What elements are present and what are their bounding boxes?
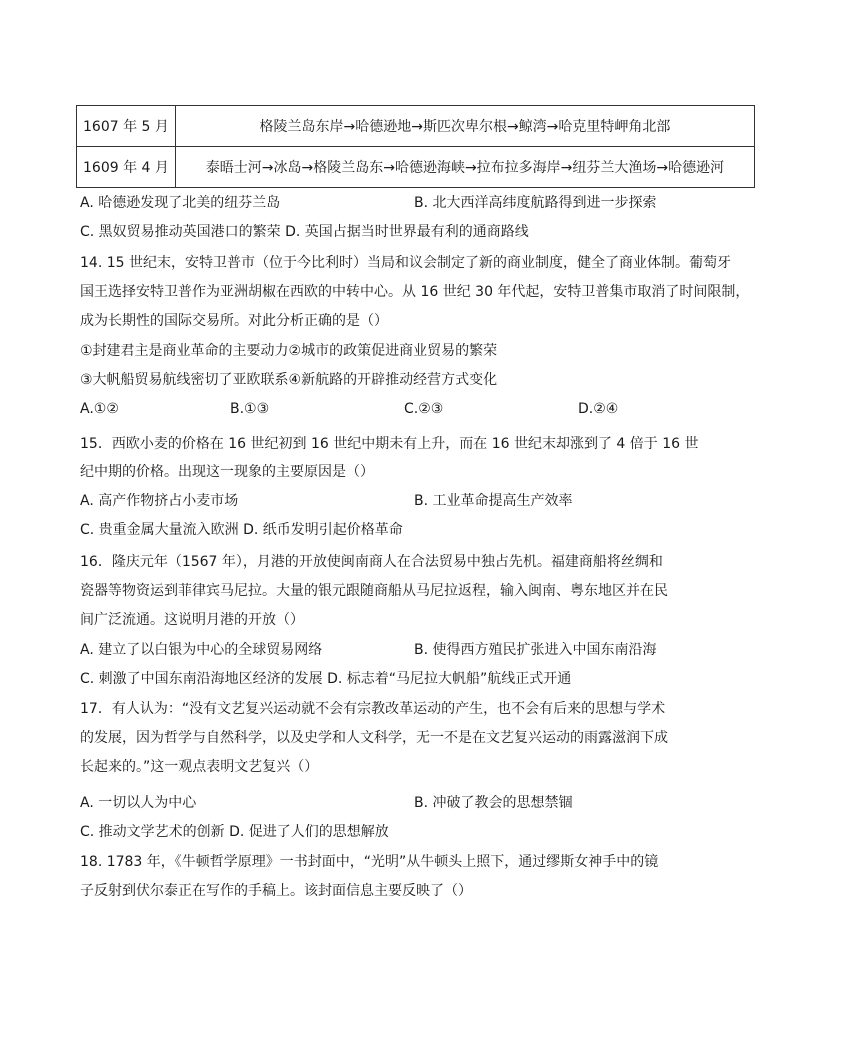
q15-options-ab (80, 491, 760, 511)
q13-option-a[interactable]: A. 哈德逊发现了北美的纽芬兰岛 (80, 195, 281, 211)
q18-stem-line1: 18. 1783 年，《牛顿哲学原理》一书封面中，“光明”从牛顿头上照下，通过缪斯女神手中的镜 (80, 854, 659, 870)
q13-options-ab (80, 193, 760, 213)
q14-stem-line2: 国王选择安特卫普作为亚洲胡椒在西欧的中转中心。从 16 世纪 30 年代起，安特卫普集市取消了时间限制， (80, 284, 750, 300)
q17-option-a[interactable]: A. 一切以人为中心 (80, 795, 197, 811)
table-cell-route: 泰晤士河→冰岛→格陵兰岛东→哈德逊海峡→拉布拉多海岸→纽芬兰大渔场→哈德逊河 (175, 147, 754, 188)
q14-option-c[interactable]: C.②③ (404, 401, 444, 417)
table-cell-route: 格陵兰岛东岸→哈德逊地→斯匹次卑尔根→鲸湾→哈克里特岬角北部 (175, 106, 754, 147)
q14-option-b[interactable]: B.①③ (230, 401, 270, 417)
q14-statement-line2: ③大帆船贸易航线密切了亚欧联系④新航路的开辟推动经营方式变化 (80, 372, 498, 388)
q17-options-cd[interactable]: C. 推动文学艺术的创新 D. 促进了人们的思想解放 (80, 824, 389, 840)
q13-option-b[interactable]: B. 北大西洋高纬度航路得到进一步探索 (414, 195, 657, 211)
q15-options-cd[interactable]: C. 贵重金属大量流入欧洲 D. 纸币发明引起价格革命 (80, 522, 403, 538)
q16-stem-line2: 瓷器等物资运到菲律宾马尼拉。大量的银元跟随商船从马尼拉返程，输入闽南、粤东地区并在民 (80, 583, 668, 599)
table-cell-date: 1609 年 4 月 (77, 147, 176, 188)
q14-option-a[interactable]: A.①② (80, 401, 119, 417)
q16-option-b[interactable]: B. 使得西方殖民扩张进入中国东南沿海 (414, 642, 657, 658)
q15-option-b[interactable]: B. 工业革命提高生产效率 (414, 493, 573, 509)
table-row (77, 147, 755, 188)
q18-stem-line2: 子反射到伏尔泰正在写作的手稿上。该封面信息主要反映了（） (80, 883, 472, 899)
q14-statement-line1: ①封建君主是商业革命的主要动力②城市的政策促进商业贸易的繁荣 (80, 343, 498, 359)
q16-stem-line1: 16．隆庆元年（1567 年），月港的开放使闽南商人在合法贸易中独占先机。福建商船将丝绸和 (80, 554, 663, 570)
q16-option-a[interactable]: A. 建立了以白银为中心的全球贸易网络 (80, 642, 323, 658)
q16-stem-line3: 间广泛流通。这说明月港的开放（） (80, 612, 304, 628)
q17-stem-line1: 17．有人认为：“没有文艺复兴运动就不会有宗教改革运动的产生，也不会有后来的思想与学术 (80, 701, 666, 717)
q17-stem-line2: 的发展，因为哲学与自然科学，以及史学和人文科学，无一不是在文艺复兴运动的雨露滋润下成 (80, 730, 668, 746)
table-cell-date: 1607 年 5 月 (77, 106, 176, 147)
q14-stem-line1: 14. 15 世纪末，安特卫普市（位于今比利时）当局和议会制定了新的商业制度，健全了商业体制。葡萄牙 (80, 255, 731, 271)
q17-option-b[interactable]: B. 冲破了教会的思想禁锢 (414, 795, 573, 811)
q14-options (80, 399, 760, 419)
q15-stem-line1: 15．西欧小麦的价格在 16 世纪初到 16 世纪中期未有上升，而在 16 世纪末却涨到了 4 倍于 16 世 (80, 436, 699, 452)
q16-options-cd[interactable]: C. 刺激了中国东南沿海地区经济的发展 D. 标志着“马尼拉大帆船”航线正式开通 (80, 671, 572, 687)
hudson-route-table (76, 105, 755, 188)
q14-stem-line3: 成为长期性的国际交易所。对此分析正确的是（） (80, 313, 388, 329)
q13-options-cd[interactable]: C. 黑奴贸易推动英国港口的繁荣 D. 英国占据当时世界最有利的通商路线 (80, 224, 529, 240)
q17-stem-line3: 长起来的。”这一观点表明文艺复兴（） (80, 759, 319, 775)
q16-options-ab (80, 640, 760, 660)
table-row (77, 106, 755, 147)
q15-stem-line2: 纪中期的价格。出现这一现象的主要原因是（） (80, 464, 374, 480)
q17-options-ab (80, 793, 760, 813)
q15-option-a[interactable]: A. 高产作物挤占小麦市场 (80, 493, 239, 509)
q14-option-d[interactable]: D.②④ (578, 401, 619, 417)
